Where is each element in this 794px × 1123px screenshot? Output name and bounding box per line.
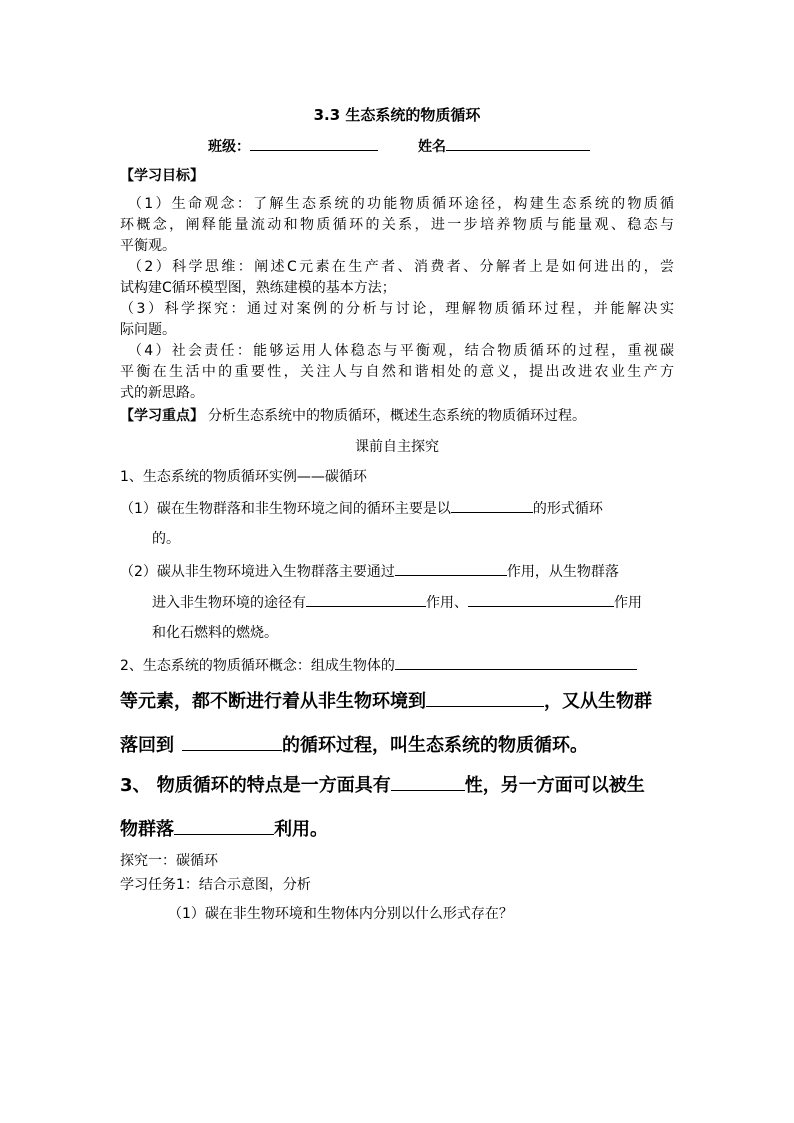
name-blank[interactable] — [446, 149, 590, 151]
class-blank[interactable] — [250, 149, 378, 151]
q1-blank-exit-process-1[interactable] — [306, 605, 426, 607]
objective-2-line-2: 试构建C循环模型图，熟练建模的基本方法； — [120, 280, 396, 296]
q2-blank-back-to[interactable] — [182, 749, 282, 751]
q1-title: 1、生态系统的物质循环实例——碳循环 — [120, 469, 367, 485]
objective-4-line-3: 式的新思路。 — [120, 385, 204, 401]
q1-p2-line-2: 进入非生物环境的途径有 作用、 作用 — [152, 595, 642, 611]
q2-blank-to[interactable] — [426, 705, 544, 707]
class-label: 班级： — [208, 139, 250, 155]
q1-blank-entry-process[interactable] — [395, 574, 507, 576]
objective-3-line-1: （3）科学探究：通过对案例的分析与讨论，理解物质循环过程，并能解决实 — [120, 301, 674, 317]
q3-line-2: 物群落 利用。 — [120, 819, 328, 840]
objective-1-line-3: 平衡观。 — [120, 238, 176, 254]
q2-blank-elements[interactable] — [395, 668, 637, 670]
objective-4-line-1: （4）社会责任：能够运用人体稳态与平衡观，结合物质循环的过程，重视碳 — [128, 343, 674, 359]
page-title: 3.3 生态系统的物质循环 — [313, 106, 481, 124]
objective-3-line-2: 际问题。 — [120, 322, 176, 338]
q1-p1-line-1: （1）碳在生物群落和非生物环境之间的循环主要是以 的形式循环 — [120, 501, 603, 517]
q3-blank-usage[interactable] — [174, 833, 274, 835]
objective-2-line-1: （2）科学思维：阐述C元素在生产者、消费者、分解者上是如何进出的，尝 — [128, 259, 674, 275]
q2-line-3: 落回到 的循环过程，叫生态系统的物质循环。 — [120, 735, 588, 756]
focus-text: 分析生态系统中的物质循环，概述生态系统的物质循环过程。 — [208, 408, 586, 424]
objective-1-line-2: 环概念，阐释能量流动和物质循环的关系，进一步培养物质与能量观、稳态与 — [120, 217, 674, 233]
name-field-row — [418, 136, 590, 156]
q2-line-2: 等元素，都不断进行着从非生物环境到 ，又从生物群 — [120, 691, 652, 712]
q2-line-1: 2、生态系统的物质循环概念：组成生物体的 — [120, 655, 637, 675]
preview-heading: 课前自主探究 — [355, 439, 439, 455]
inquiry-question-1: （1）碳在非生物环境和生物体内分别以什么形式存在？ — [168, 906, 513, 922]
q1-p2-line-3: 和化石燃料的燃烧。 — [152, 625, 278, 641]
q1-p2-line-1: （2）碳从非生物环境进入生物群落主要通过 作用，从生物群落 — [120, 564, 619, 580]
q3-line-1: 3、 物质循环的特点是一方面具有 性，另一方面可以被生 — [120, 775, 645, 796]
objective-1-line-1: （1）生命观念：了解生态系统的功能物质循环途径，构建生态系统的物质循 — [128, 196, 674, 212]
class-field-row — [208, 136, 378, 156]
inquiry-task: 学习任务1：结合示意图，分析 — [120, 877, 311, 893]
q1-blank-carbon-form[interactable] — [451, 511, 533, 513]
objectives-heading: 【学习目标】 — [120, 168, 204, 184]
q1-p1-line-2: 的。 — [152, 531, 180, 547]
name-label: 姓名 — [418, 139, 446, 155]
objective-4-line-2: 平衡在生活中的重要性，关注人与自然和谐相处的意义，提出改进农业生产方 — [120, 364, 674, 380]
q1-blank-exit-process-2[interactable] — [468, 605, 614, 607]
focus-row — [120, 405, 586, 425]
inquiry-title: 探究一：碳循环 — [120, 853, 218, 869]
q3-blank-property[interactable] — [391, 789, 465, 791]
focus-label: 【学习重点】 — [120, 408, 204, 424]
